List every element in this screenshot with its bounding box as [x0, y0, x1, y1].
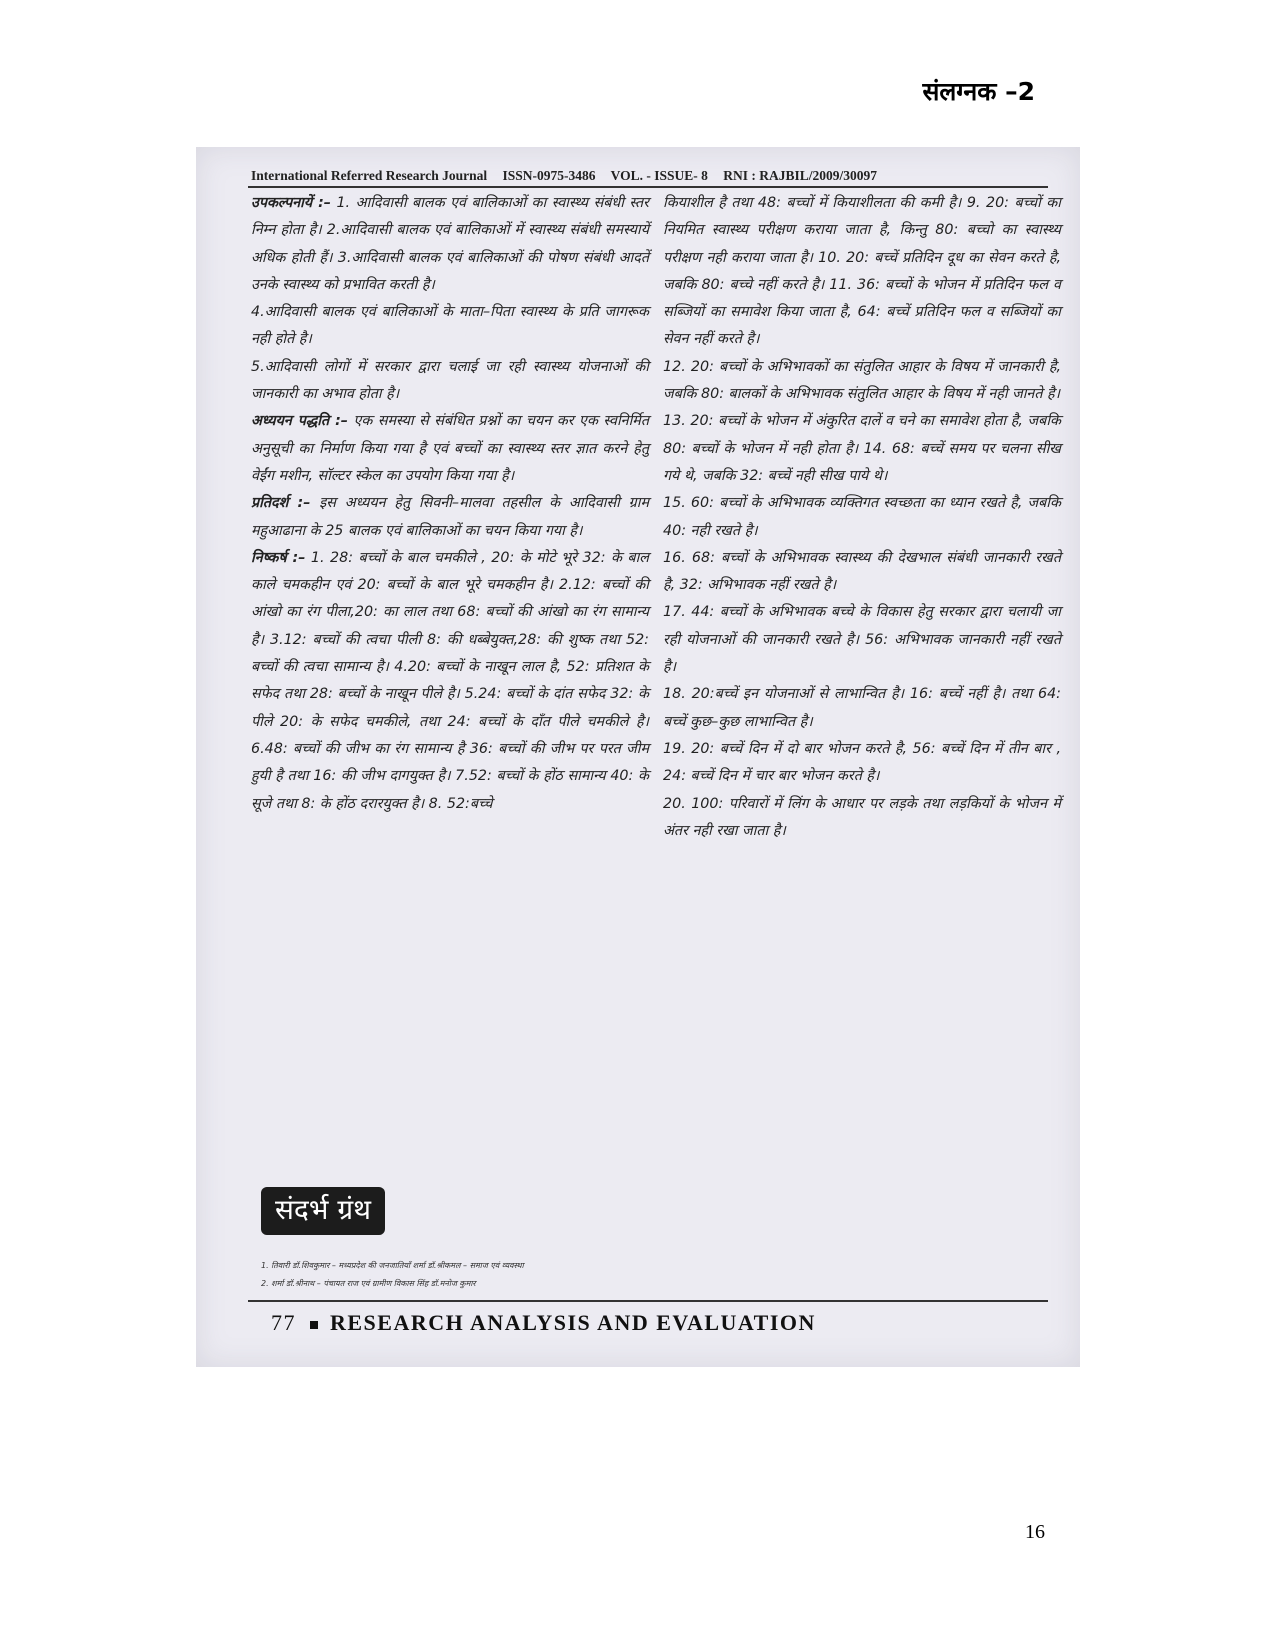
square-bullet-icon: [310, 1321, 318, 1329]
paragraph: 20. 100: परिवारों में लिंग के आधार पर लड़के तथा लड़कियों के भोजन में अंतर नही रखा जाता है।: [663, 795, 1061, 839]
page-number: 16: [1025, 1521, 1045, 1543]
conclusion-paragraph: निष्कर्ष :– 1. 28: बच्चों के बाल चमकीले , 20: के मोटे भूरे 32: के बाल काले चमकहीन एवं 20: बच्चों के बाल भूरे चमकहीन है। 2.12: बच्चों की आंखो का रंग पीला,20: का लाल तथा 68: बच्चों की आंखो का रंग सामान्य है। 3.12: बच्चों की त्वचा पीली 8: की धब्बेयुक्त,28: की शुष्क तथा 52: बच्चों की त्वचा सामान्य है। 4.20: बच्चों के नाखून लाल है, 52: प्रतिशत के सफेद तथा 28: बच्चों के नाखून पीले है। 5.24: बच्चों के दांत सफेद 32: के पीले 20: के सफेद चमकीले, तथा 24: बच्चों के दाँत पीले चमकीले है। 6.48: बच्चों की जीभ का रंग सामान्य है 36: बच्चों की जीभ पर परत जीम हुयी है तथा 16: की जीभ दागयुक्त है। 7.52: बच्चों के होंठ सामान्य 40: के सूजे तथा 8: के होंठ दरारयुक्त है। 8. 52:बच्चे: [251, 549, 650, 812]
paragraph: 13. 20: बच्चों के भोजन में अंकुरित दालें व चने का समावेश होता है, जबकि 80: बच्चों के भोजन में नही होता है। 14. 68: बच्चें समय पर चलना सीख गये थे, जबकि 32: बच्चें नही सीख पाये थे।: [663, 413, 1061, 484]
footer-title: RESEARCH ANALYSIS AND EVALUATION: [330, 1310, 816, 1335]
journal-volume: VOL. - ISSUE- 8: [610, 168, 708, 183]
right-column: [663, 190, 1061, 845]
journal-header: [251, 168, 1061, 184]
hypotheses-paragraph: उपकल्पनायें :– 1. आदिवासी बालक एवं बालिकाओं का स्वास्थ्य संबंधी स्तर निम्न होता है। 2.आदिवासी बालक एवं बालिकाओं में स्वास्थ्य संबंधी समस्यायें अधिक होती हैं। 3.आदिवासी बालक एवं बालिकाओं की पोषण संबंधी आदतें उनके स्वास्थ्य को प्रभावित करती है।: [251, 195, 649, 293]
method-paragraph: अध्ययन पद्धति :– एक समस्या से संबंधित प्रश्नों का चयन कर एक स्वनिर्मित अनुसूची का निर्माण किया गया है एवं बच्चों का स्वास्थ्य स्तर ज्ञात करने हेतु वेईंग मशीन, सॉल्टर स्केल का उपयोग किया गया है।: [251, 413, 649, 484]
paragraph: 17. 44: बच्चों के अभिभावक बच्चे के विकास हेतु सरकार द्वारा चलायी जा रही योजनाओं की जानकारी रखते है। 56: अभिभावक जानकारी नहीं रखते है।: [663, 604, 1061, 676]
method-heading: अध्ययन पद्धति :–: [251, 413, 348, 430]
paragraph: 19. 20: बच्चें दिन में दो बार भोजन करते है, 56: बच्चें दिन में तीन बार , 24: बच्चें दिन में चार बार भोजन करते है।: [663, 740, 1061, 785]
journal-name: International Referred Research Journal: [251, 168, 488, 183]
reference-item: 2. शर्मा डॉ.श्रीनाथ – पंचायत राज एवं ग्रामीण विकास सिंह डॉ.मनोज कुमार: [261, 1279, 476, 1288]
left-column: [251, 190, 649, 818]
journal-rni: RNI : RAJBIL/2009/30097: [723, 168, 878, 183]
journal-issn: ISSN-0975-3486: [502, 168, 596, 183]
references-heading: संदर्भ ग्रंथ: [261, 1187, 385, 1235]
journal-footer: [271, 1310, 1061, 1336]
conclusion-heading: निष्कर्ष :–: [251, 549, 306, 566]
paragraph: कियाशील है तथा 48: बच्चों में कियाशीलता की कमी है। 9. 20: बच्चों का नियमित स्वास्थ्य परीक्षण कराया जाता है, किन्तु 80: बच्चो का स्वास्थ्य परीक्षण नही कराया जाता है। 10. 20: बच्चें प्रतिदिन दूध का सेवन करते है, जबकि 80: बच्चे नहीं करते है। 11. 36: बच्चों के भोजन में प्रतिदिन फल व सब्जियों का समावेश किया जाता है, 64: बच्चें प्रतिदिन फल व सब्जियों का सेवन नहीं करते है।: [663, 195, 1061, 348]
paragraph: 12. 20: बच्चों के अभिभावकों का संतुलित आहार के विषय में जानकारी है, जबकि 80: बालकों के अभिभावक संतुलित आहार के विषय में नही जानते है।: [663, 358, 1061, 403]
footer-divider: [248, 1300, 1048, 1302]
annex-label: संलग्नक –2: [922, 77, 1035, 106]
paragraph: 4.आदिवासी बालक एवं बालिकाओं के माता–पिता स्वास्थ्य के प्रति जागरूक नही होते है।: [251, 304, 649, 348]
paragraph: 5.आदिवासी लोगों में सरकार द्वारा चलाई जा रही स्वास्थ्य योजनाओं की जानकारी का अभाव होता है।: [251, 358, 649, 403]
journal-page-number: 77: [271, 1310, 296, 1335]
hypotheses-heading: उपकल्पनायें :–: [251, 195, 331, 211]
paragraph: 18. 20:बच्चें इन योजनाओं से लाभान्वित है। 16: बच्चें नहीं है। तथा 64: बच्चें कुछ–कुछ लाभान्वित है।: [663, 686, 1061, 730]
sample-paragraph: प्रतिदर्श :– इस अध्ययन हेतु सिवनी–मालवा तहसील के आदिवासी ग्राम महुआढाना के 25 बालक एवं बालिकाओं का चयन किया गया है।: [251, 495, 649, 539]
references-list: [261, 1257, 1021, 1293]
scanned-journal-page: [196, 147, 1080, 1367]
reference-item: 1. तिवारी डॉ.शिवकुमार – मध्यप्रदेश की जनजातियाँ शर्मा डॉ.श्रीकमल – समाज एवं व्यवस्था: [261, 1261, 524, 1270]
paragraph: 15. 60: बच्चों के अभिभावक व्यक्तिगत स्वच्छता का ध्यान रखते है, जबकि 40: नही रखते है।: [663, 495, 1061, 539]
header-divider: [248, 186, 1048, 188]
paragraph: 16. 68: बच्चों के अभिभावक स्वास्थ्य की देखभाल संबंधी जानकारी रखते है, 32: अभिभावक नहीं रखते है।: [663, 549, 1061, 594]
sample-heading: प्रतिदर्श :–: [251, 495, 311, 512]
